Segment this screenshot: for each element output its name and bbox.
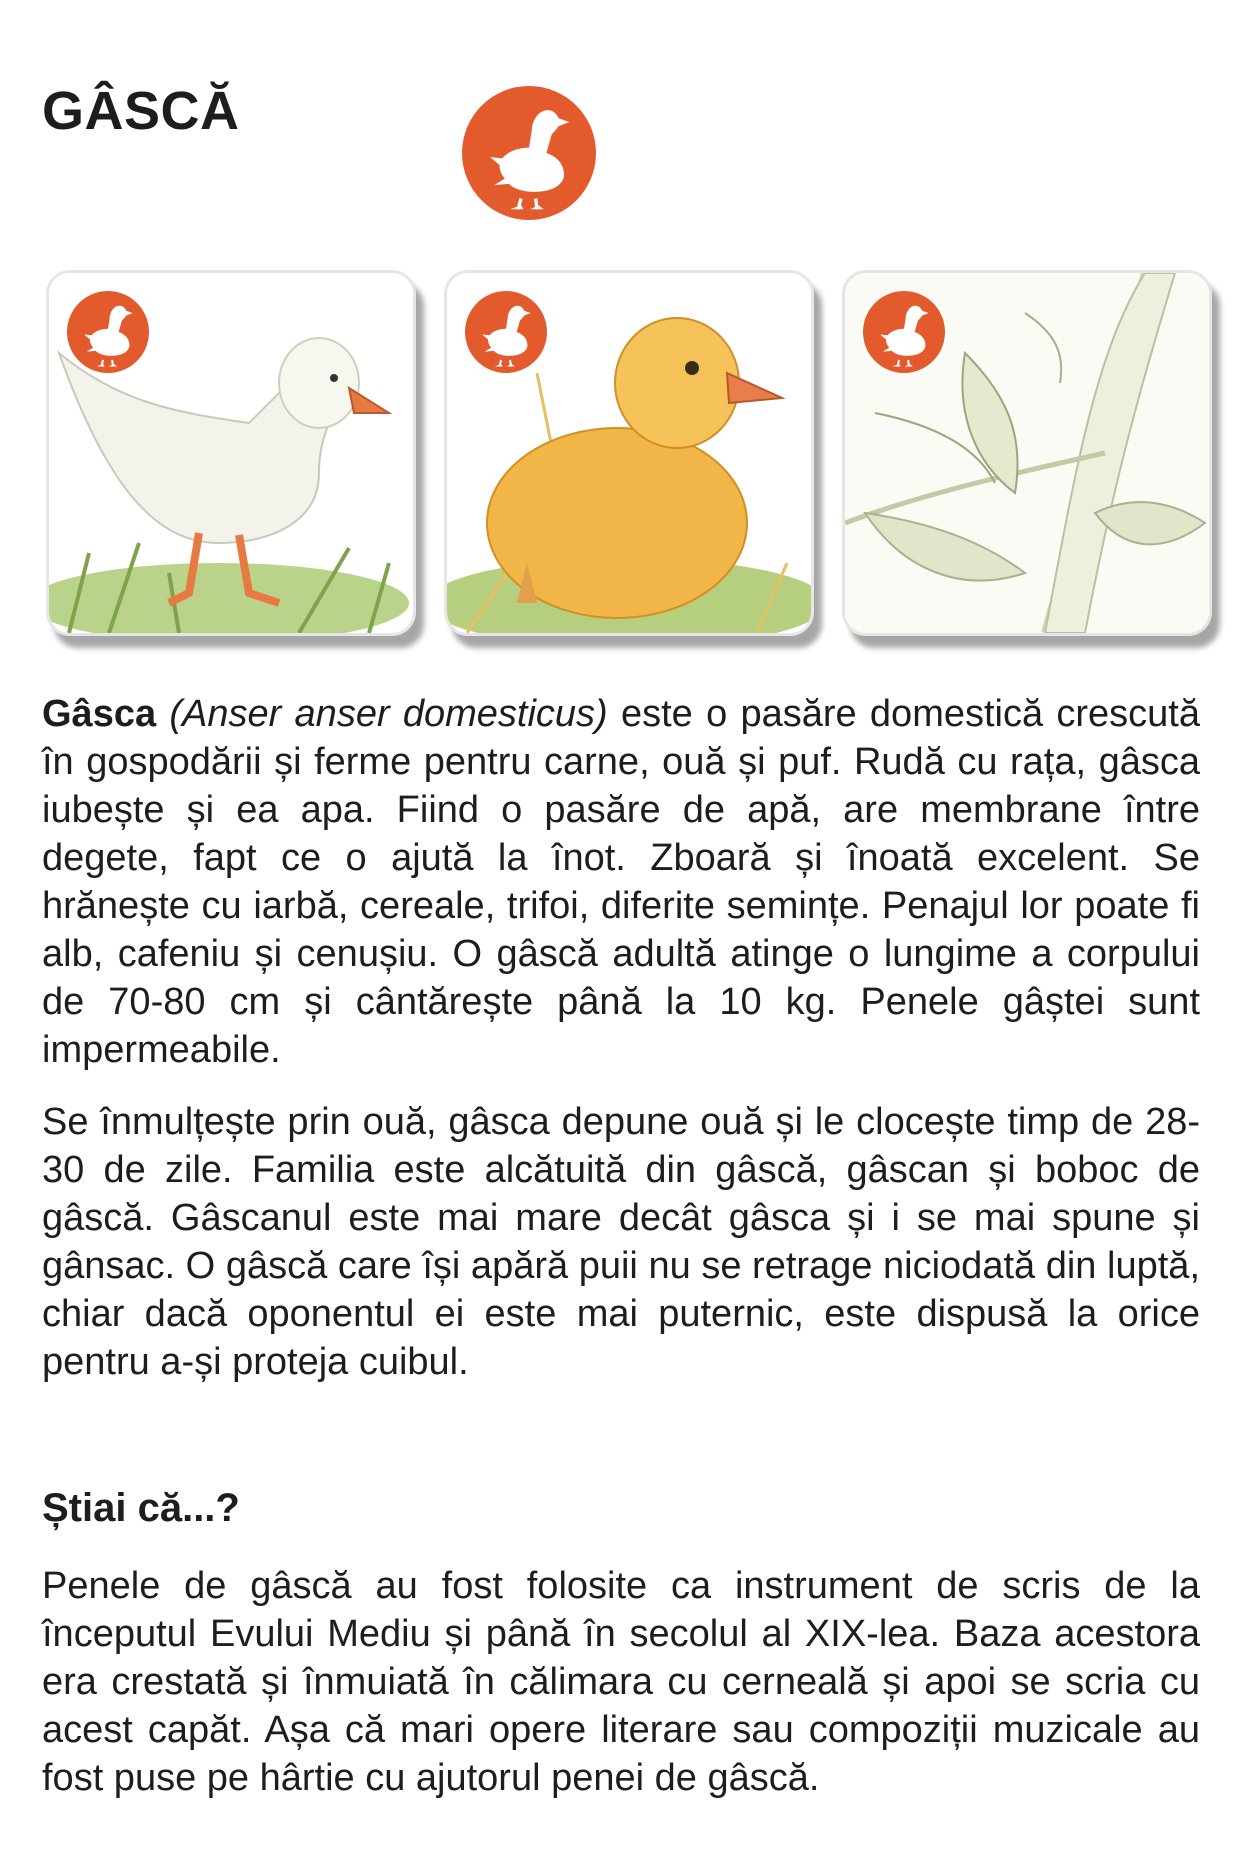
- scientific-name: (Anser anser domesticus): [169, 693, 608, 735]
- description-paragraph: [42, 690, 1200, 1074]
- reproduction-paragraph: Se înmulțește prin ouă, gâsca depune ouă și le clocește timp de 28-30 de zile. Familia este alcătuită din gâscă, gâscan și boboc de gâscă. Gâscanul este mai mare decât gâsca și i se mai spune și gânsac. O gâscă care își apără puii nu se retrage niciodată din luptă, chiar dacă oponentul ei este mai puternic, este dispusă la orice pentru a-și proteja cuibul.: [42, 1101, 1200, 1383]
- gosling-image[interactable]: [444, 270, 814, 636]
- species-name: Gâsca: [42, 693, 157, 735]
- did-you-know-text: Penele de gâscă au fost folosite ca instrument de scris de la începutul Evului Mediu și până în secolul al XIX-lea. Baza acestora era crestată și înmuiată în călimara cu cerneală și apoi se scria cu acest capăt. Așa că mari opere literare sau compoziții muzicale au fost puse pe hârtie cu ajutorul penei de gâscă.: [42, 1565, 1200, 1799]
- description-text: este o pasăre domestică crescută în gospodării și ferme pentru carne, ouă și puf. Rudă cu rața, gâsca iubește și ea apa. Fiind o pasăre de apă, are membrane între degete, fapt ce o ajută la înot. Zboară și înoată excelent. Se hrănește cu iarbă, cereale, trifoi, diferite semințe. Penajul lor poate fi alb, cafeniu și cenușiu. O gâscă adultă atinge o lungime a corpului de 70-80 cm și cântărește până la 10 kg. Penele gâștei sunt impermeabile.: [42, 693, 1200, 1071]
- page-title: GÂSCĂ: [42, 81, 240, 141]
- did-you-know-title: Știai că...?: [42, 1486, 240, 1530]
- adult-goose-image[interactable]: [46, 270, 416, 636]
- feathers-image[interactable]: [842, 270, 1212, 636]
- goose-icon: [863, 291, 945, 373]
- goose-icon: [465, 291, 547, 373]
- goose-icon: [67, 291, 149, 373]
- image-gallery: [46, 270, 1206, 640]
- goose-icon: [462, 86, 596, 220]
